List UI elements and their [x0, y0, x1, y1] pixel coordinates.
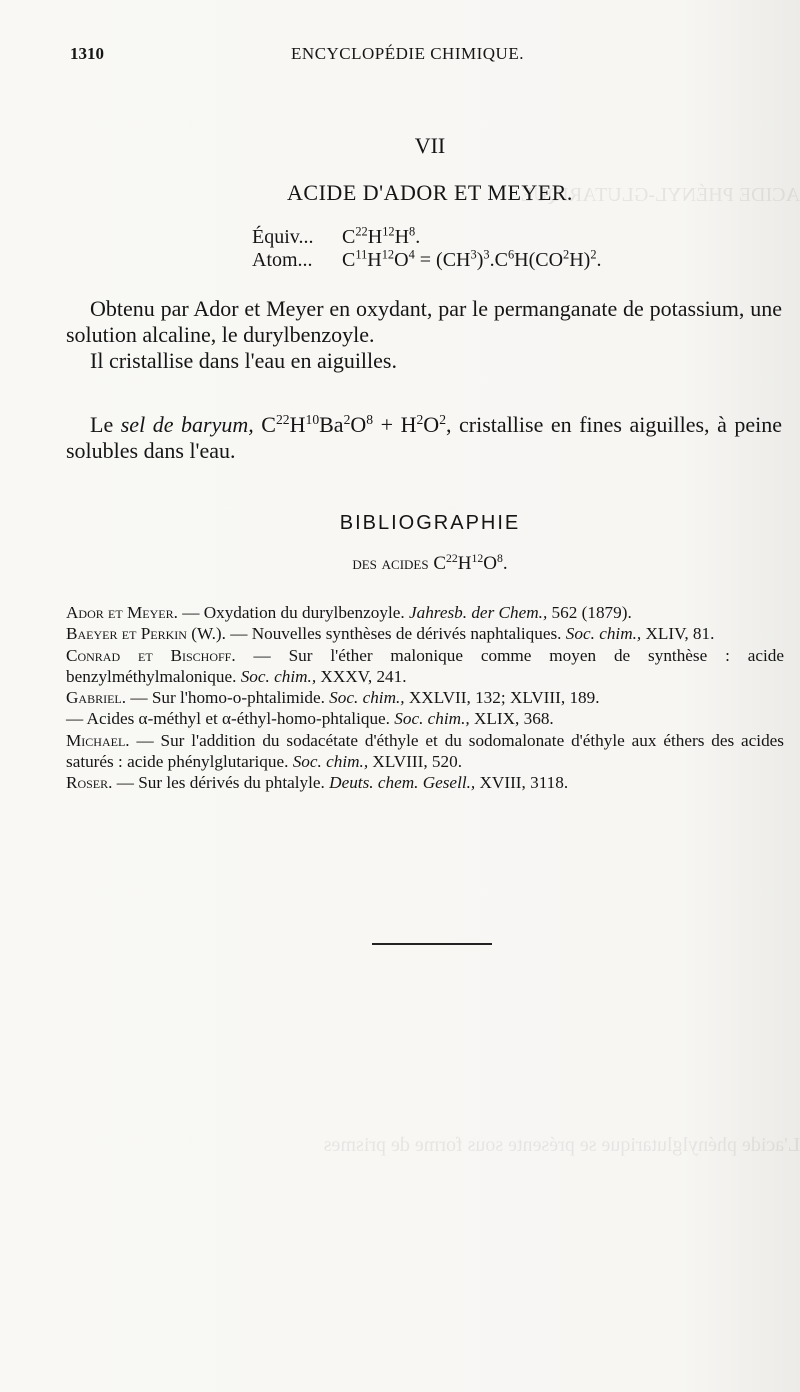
- running-header: [70, 44, 745, 68]
- reference-entry: Michael. — Sur l'addition du sodacétate d'éthyle et du sodomalonate d'éthyle aux éthers des acides saturés : acide phénylglutarique. Soc. chim., XLVIII, 520.: [66, 730, 784, 772]
- reference-author: Conrad et Bischoff.: [66, 645, 236, 665]
- barium-salt-term: sel de baryum,: [120, 412, 254, 437]
- reference-author: Michael.: [66, 730, 130, 750]
- atom-label: Atom...: [252, 249, 313, 271]
- reference-entry: Ador et Meyer. — Oxydation du durylbenzoyle. Jahresb. der Chem., 562 (1879).: [66, 603, 632, 622]
- barium-formula: $C^{22}H^{10}Ba^2O^8 + H^2O^2$,: [261, 411, 452, 437]
- reference-author: Gabriel.: [66, 688, 127, 708]
- reference-entry: — Acides α-méthyl et α-éthyl-homo-phtalique. Soc. chim., XLIX, 368.: [66, 709, 554, 729]
- show-through-text: ACIDE PHÉNYL-GLUTARIQUE: [521, 184, 800, 206]
- equiv-formula: [252, 226, 420, 249]
- show-through-text: L'acide phénylglutarique se présente sous forme de prismes: [323, 1134, 800, 1156]
- reference-author: Roser.: [66, 773, 113, 793]
- section-number: VII: [414, 133, 446, 158]
- atom-value: $C^{11}H^{12}O^4 = (CH^3)^3.C^6H(CO^2H)^2$.: [342, 247, 602, 271]
- running-title: ENCYCLOPÉDIE CHIMIQUE.: [291, 44, 524, 63]
- equiv-label: Équiv...: [252, 226, 314, 248]
- section-title: ACIDE D'ADOR ET MEYER.: [287, 180, 573, 205]
- bibliography-subheading: des acides $C^{22}H^{12}O^8$.: [352, 551, 508, 574]
- reference-entry: Roser. — Sur les dérivés du phtalyle. Deuts. chem. Gesell., XVIII, 3118.: [66, 773, 569, 793]
- reference-entry: Conrad et Bischoff. — Sur l'éther malonique comme moyen de synthèse : acide benzylméthylmalonique. Soc. chim., XXXV, 241.: [66, 645, 784, 686]
- reference-entry: Gabriel. — Sur l'homo-o-phtalimide. Soc. chim., XXLVII, 132; XLVIII, 189.: [66, 688, 600, 708]
- reference-author: Baeyer et Perkin (W.).: [66, 624, 226, 644]
- bibliography-heading: BIBLIOGRAPHIE: [339, 512, 521, 534]
- equiv-value: $C^{22}H^{12}H^8$.: [342, 224, 421, 248]
- atom-formula: [252, 249, 602, 272]
- reference-author: Ador et Meyer.: [66, 603, 178, 622]
- reference-list: [66, 602, 784, 794]
- paragraph-barium-salt: Le sel de baryum, $C^{22}H^{10}Ba^2O^8 + H^2O^2$, cristallise en fines aiguilles, à peine solubles dans l'eau.: [66, 411, 783, 463]
- section-end-rule: [372, 943, 492, 945]
- paragraph-crystallisation: Il cristallise dans l'eau en aiguilles.: [90, 348, 397, 373]
- reference-entry: Baeyer et Perkin (W.). — Nouvelles synthèses de dérivés naphtaliques. Soc. chim., XLIV, 81.: [66, 624, 715, 644]
- paragraph-preparation: Obtenu par Ador et Meyer en oxydant, par le permanganate de potassium, une solution alcaline, le durylbenzoyle.: [66, 296, 782, 347]
- page-number: 1310: [70, 44, 104, 63]
